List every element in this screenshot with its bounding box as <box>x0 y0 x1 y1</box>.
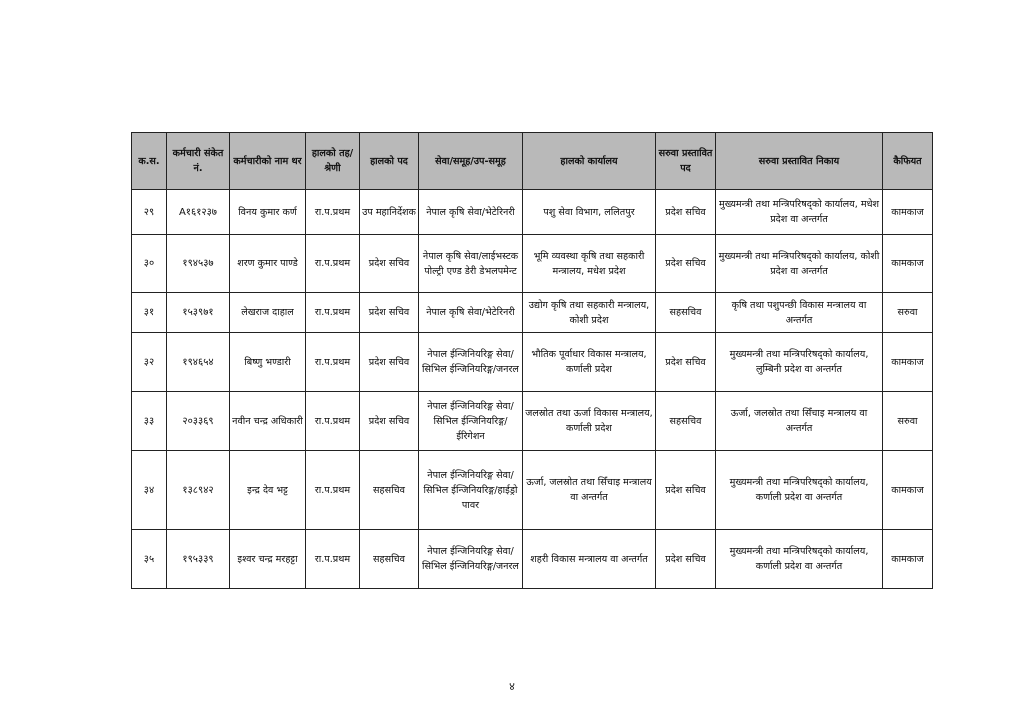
employee-name-cell: इन्द्र देव भट्ट <box>230 451 306 530</box>
current-office-cell: पशु सेवा विभाग, ललितपुर <box>523 190 656 235</box>
remarks-cell: सरुवा <box>883 392 933 451</box>
current-post-cell: उप महानिर्देशक <box>360 190 419 235</box>
service-group-cell: नेपाल कृषि सेवा/भेटेरिनरी <box>419 190 523 235</box>
employee-code-cell: १९४६५४ <box>167 333 230 392</box>
employee-code-cell: १५३९७१ <box>167 293 230 333</box>
current-post-cell: सहसचिव <box>360 451 419 530</box>
serial-cell: ३३ <box>132 392 167 451</box>
service-group-cell: नेपाल ईन्जिनियरिङ्ग सेवा/सिभिल ईन्जिनियरिङ्ग/हाईड्रो पावर <box>419 451 523 530</box>
col-header-employee-name: कर्मचारीको नाम थर <box>230 133 306 190</box>
current-level-cell: रा.प.प्रथम <box>306 451 360 530</box>
serial-cell: ३१ <box>132 293 167 333</box>
service-group-cell: नेपाल ईन्जिनियरिङ्ग सेवा/सिभिल ईन्जिनियरिङ्ग/जनरल <box>419 333 523 392</box>
service-group-cell: नेपाल ईन्जिनियरिङ्ग सेवा/सिभिल ईन्जिनियरिङ्ग/ईरिगेशन <box>419 392 523 451</box>
proposed-body-cell: मुख्यमन्त्री तथा मन्त्रिपरिषद्को कार्यालय, कर्णाली प्रदेश वा अन्तर्गत <box>716 530 883 589</box>
col-header-current-office: हालको कार्यालय <box>523 133 656 190</box>
employee-name-cell: बिष्णु भण्डारी <box>230 333 306 392</box>
serial-cell: २९ <box>132 190 167 235</box>
table-row <box>132 235 933 293</box>
col-header-current-level: हालको तह/श्रेणी <box>306 133 360 190</box>
proposed-post-cell: सहसचिव <box>656 392 716 451</box>
table-row <box>132 392 933 451</box>
employee-code-cell: १३८९४२ <box>167 451 230 530</box>
current-post-cell: प्रदेश सचिव <box>360 333 419 392</box>
col-header-remarks: कैफियत <box>883 133 933 190</box>
current-level-cell: रा.प.प्रथम <box>306 333 360 392</box>
proposed-post-cell: प्रदेश सचिव <box>656 190 716 235</box>
proposed-body-cell: कृषि तथा पशुपन्छी विकास मन्त्रालय वा अन्तर्गत <box>716 293 883 333</box>
table-row <box>132 190 933 235</box>
current-post-cell: प्रदेश सचिव <box>360 392 419 451</box>
employee-name-cell: विनय कुमार कर्ण <box>230 190 306 235</box>
remarks-cell: कामकाज <box>883 190 933 235</box>
service-group-cell: नेपाल कृषि सेवा/भेटेरिनरी <box>419 293 523 333</box>
col-header-employee-code: कर्मचारी संकेत नं. <box>167 133 230 190</box>
current-office-cell: भूमि व्यवस्था कृषि तथा सहकारी मन्त्रालय, मधेश प्रदेश <box>523 235 656 293</box>
col-header-serial: क.स. <box>132 133 167 190</box>
col-header-proposed-body: सरुवा प्रस्तावित निकाय <box>716 133 883 190</box>
employee-code-cell: A१६१२३७ <box>167 190 230 235</box>
remarks-cell: कामकाज <box>883 333 933 392</box>
current-level-cell: रा.प.प्रथम <box>306 293 360 333</box>
current-office-cell: जलस्रोत तथा ऊर्जा विकास मन्त्रालय, कर्णाली प्रदेश <box>523 392 656 451</box>
col-header-current-post: हालको पद <box>360 133 419 190</box>
proposed-post-cell: प्रदेश सचिव <box>656 530 716 589</box>
table-row <box>132 293 933 333</box>
table-row <box>132 530 933 589</box>
proposed-body-cell: मुख्यमन्त्री तथा मन्त्रिपरिषद्को कार्यालय, कोशी प्रदेश वा अन्तर्गत <box>716 235 883 293</box>
employee-code-cell: १९४५३७ <box>167 235 230 293</box>
current-level-cell: रा.प.प्रथम <box>306 392 360 451</box>
current-level-cell: रा.प.प्रथम <box>306 235 360 293</box>
current-office-cell: ऊर्जा, जलस्रोत तथा सिँचाइ मन्त्रालय वा अन्तर्गत <box>523 451 656 530</box>
table-row <box>132 333 933 392</box>
proposed-post-cell: प्रदेश सचिव <box>656 235 716 293</box>
serial-cell: ३२ <box>132 333 167 392</box>
employee-code-cell: २०३३६९ <box>167 392 230 451</box>
col-header-service-group: सेवा/समूह/उप-समूह <box>419 133 523 190</box>
current-post-cell: सहसचिव <box>360 530 419 589</box>
serial-cell: ३५ <box>132 530 167 589</box>
table-row <box>132 451 933 530</box>
page-number: ४ <box>509 680 515 693</box>
current-office-cell: भौतिक पूर्वाधार विकास मन्त्रालय, कर्णाली प्रदेश <box>523 333 656 392</box>
service-group-cell: नेपाल ईन्जिनियरिङ्ग सेवा/सिभिल ईन्जिनियरिङ्ग/जनरल <box>419 530 523 589</box>
proposed-post-cell: प्रदेश सचिव <box>656 451 716 530</box>
remarks-cell: कामकाज <box>883 235 933 293</box>
transfer-table <box>131 132 933 589</box>
remarks-cell: कामकाज <box>883 530 933 589</box>
proposed-post-cell: सहसचिव <box>656 293 716 333</box>
current-post-cell: प्रदेश सचिव <box>360 293 419 333</box>
serial-cell: ३४ <box>132 451 167 530</box>
service-group-cell: नेपाल कृषि सेवा/लाईभस्टक पोल्ट्री एण्ड डेरी डेभलपमेन्ट <box>419 235 523 293</box>
proposed-body-cell: ऊर्जा, जलस्रोत तथा सिँचाइ मन्त्रालय वा अन्तर्गत <box>716 392 883 451</box>
employee-name-cell: इश्वर चन्द्र मरहट्टा <box>230 530 306 589</box>
proposed-body-cell: मुख्यमन्त्री तथा मन्त्रिपरिषद्को कार्यालय, लुम्बिनी प्रदेश वा अन्तर्गत <box>716 333 883 392</box>
serial-cell: ३० <box>132 235 167 293</box>
current-post-cell: प्रदेश सचिव <box>360 235 419 293</box>
current-office-cell: शहरी विकास मन्त्रालय वा अन्तर्गत <box>523 530 656 589</box>
proposed-body-cell: मुख्यमन्त्री तथा मन्त्रिपरिषद्को कार्यालय, कर्णाली प्रदेश वा अन्तर्गत <box>716 451 883 530</box>
employee-code-cell: १९५३३९ <box>167 530 230 589</box>
remarks-cell: सरुवा <box>883 293 933 333</box>
current-office-cell: उद्योग कृषि तथा सहकारी मन्त्रालय, कोशी प्रदेश <box>523 293 656 333</box>
employee-name-cell: नवीन चन्द्र अधिकारी <box>230 392 306 451</box>
proposed-post-cell: प्रदेश सचिव <box>656 333 716 392</box>
col-header-proposed-post: सरुवा प्रस्तावित पद <box>656 133 716 190</box>
employee-name-cell: लेखराज दाहाल <box>230 293 306 333</box>
current-level-cell: रा.प.प्रथम <box>306 190 360 235</box>
proposed-body-cell: मुख्यमन्त्री तथा मन्त्रिपरिषद्को कार्यालय, मधेश प्रदेश वा अन्तर्गत <box>716 190 883 235</box>
employee-name-cell: शरण कुमार पाण्डे <box>230 235 306 293</box>
table-header-row <box>132 133 933 190</box>
current-level-cell: रा.प.प्रथम <box>306 530 360 589</box>
remarks-cell: कामकाज <box>883 451 933 530</box>
